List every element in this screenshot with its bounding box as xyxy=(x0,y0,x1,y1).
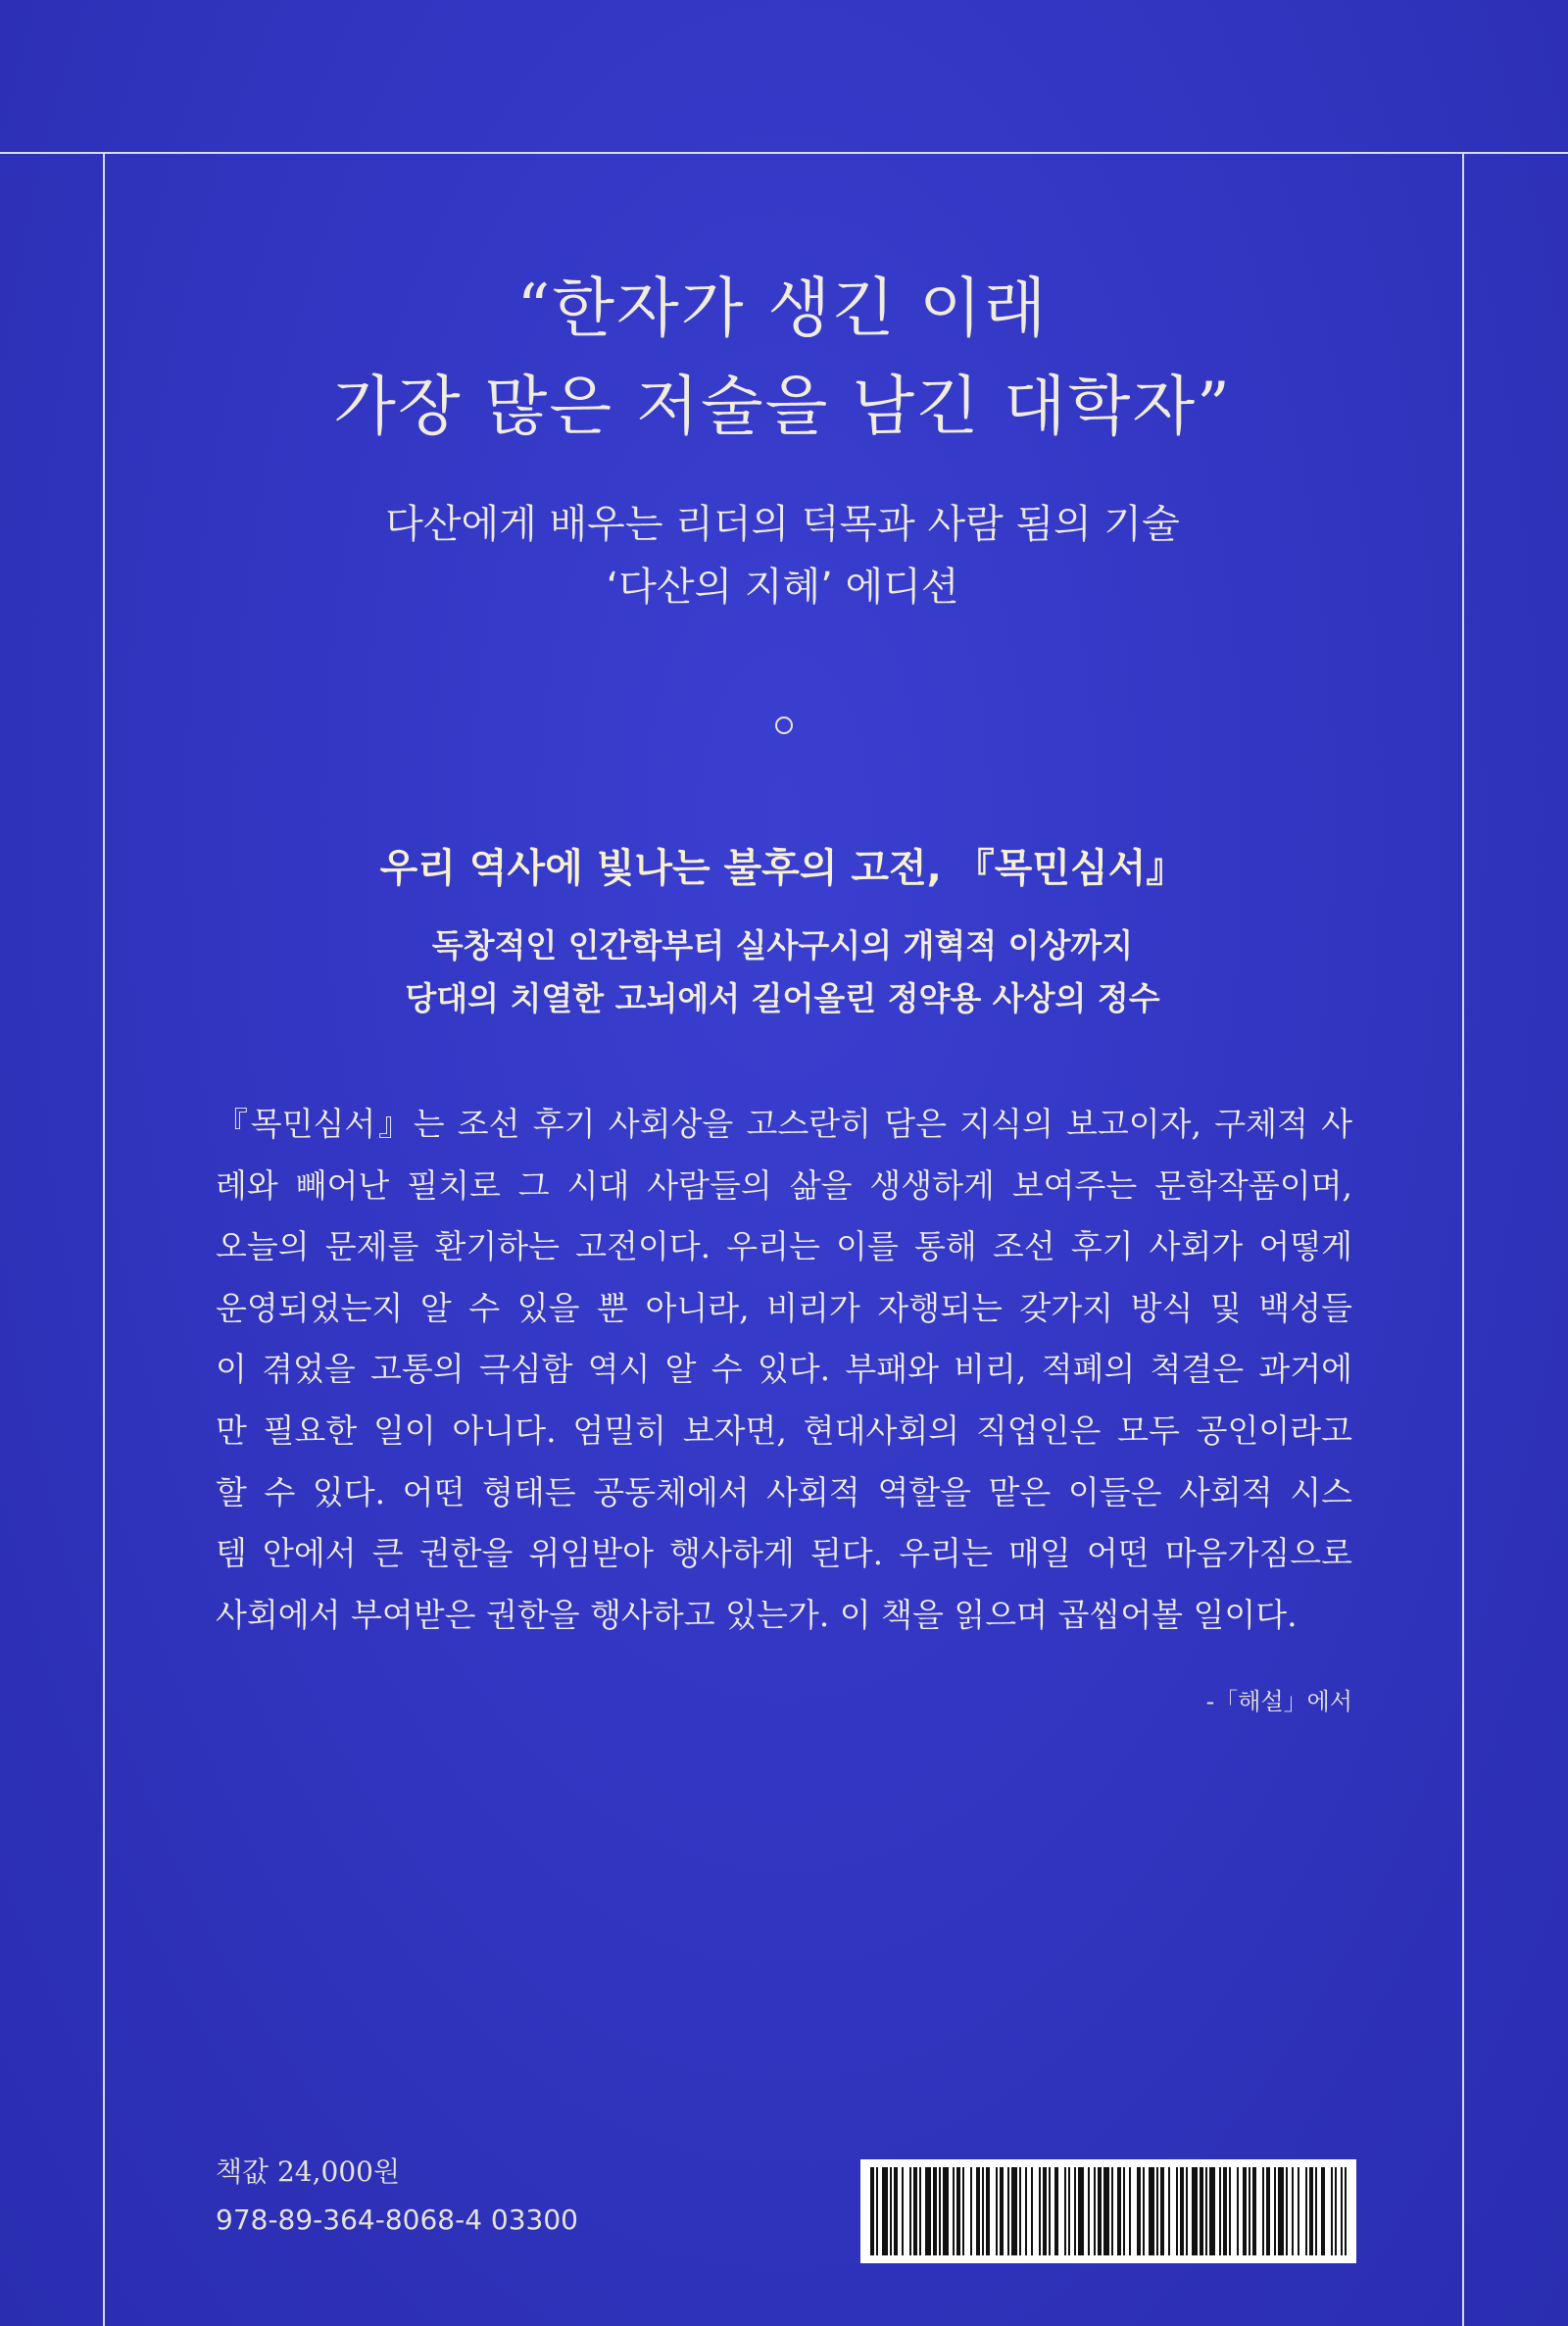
frame-top-line xyxy=(0,152,1568,154)
body-line: 만 필요한 일이 아니다. 엄밀히 보자면, 현대사회의 직업인은 모두 공인이라고 xyxy=(216,1410,1352,1450)
circle-ornament-icon xyxy=(775,717,793,734)
body-line: 할 수 있다. 어떤 형태든 공동체에서 사회적 역할을 맡은 이들은 사회적 시스 xyxy=(216,1472,1352,1511)
barcode-icon xyxy=(860,2159,1356,2263)
headline-line-2: 가장 많은 저술을 남긴 대학자” xyxy=(333,369,1232,444)
tagline-line-2: 당대의 치열한 고뇌에서 길어올린 정약용 사상의 정수 xyxy=(405,979,1160,1017)
headline-line-1: “한자가 생긴 이래 xyxy=(516,271,1049,346)
body-line: 템 안에서 큰 권한을 위임받아 행사하게 된다. 우리는 매일 어떤 마음가짐으로 xyxy=(216,1534,1352,1573)
section-title: 우리 역사에 빛나는 불후의 고전, 『목민심서』 xyxy=(379,846,1186,891)
frame-right-line xyxy=(1462,152,1464,2326)
isbn-number: 978-89-364-8068-4 03300 xyxy=(216,2203,578,2236)
tagline-line-1: 독창적인 인간학부터 실사구시의 개혁적 이상까지 xyxy=(431,926,1134,965)
headline-quote xyxy=(103,260,1462,456)
subtitle-line-1: 다산에게 배우는 리더의 덕목과 사람 됨의 기술 xyxy=(385,502,1180,547)
subtitle-line-2: ‘다산의 지혜’ 에디션 xyxy=(606,565,959,610)
subtitle xyxy=(103,493,1462,619)
body-line: 『목민심서』는 조선 후기 사회상을 고스란히 담은 지식의 보고이자, 구체적 사 xyxy=(216,1105,1352,1143)
attribution: -「해설」에서 xyxy=(1205,1688,1352,1715)
price-label: 책값 24,000원 xyxy=(216,2155,401,2188)
body-line: 례와 빼어난 필치로 그 시대 사람들의 삶을 생생하게 보여주는 문학작품이며, xyxy=(216,1165,1352,1205)
barcode xyxy=(860,2159,1356,2263)
body-line: 사회에서 부여받은 권한을 행사하고 있는가. 이 책을 읽으며 곱씹어볼 일이다. xyxy=(216,1595,1298,1634)
tagline xyxy=(103,919,1462,1025)
frame-left-line xyxy=(103,152,105,2326)
body-line: 운영되었는지 알 수 있을 뿐 아니라, 비리가 자행되는 갖가지 방식 및 백성들 xyxy=(216,1288,1352,1327)
body-line: 이 겪었을 고통의 극심함 역시 알 수 있다. 부패와 비리, 적폐의 척결은 과거에 xyxy=(216,1350,1352,1389)
body-paragraph xyxy=(216,1094,1352,1646)
body-line: 오늘의 문제를 환기하는 고전이다. 우리는 이를 통해 조선 후기 사회가 어떻게 xyxy=(216,1227,1352,1266)
